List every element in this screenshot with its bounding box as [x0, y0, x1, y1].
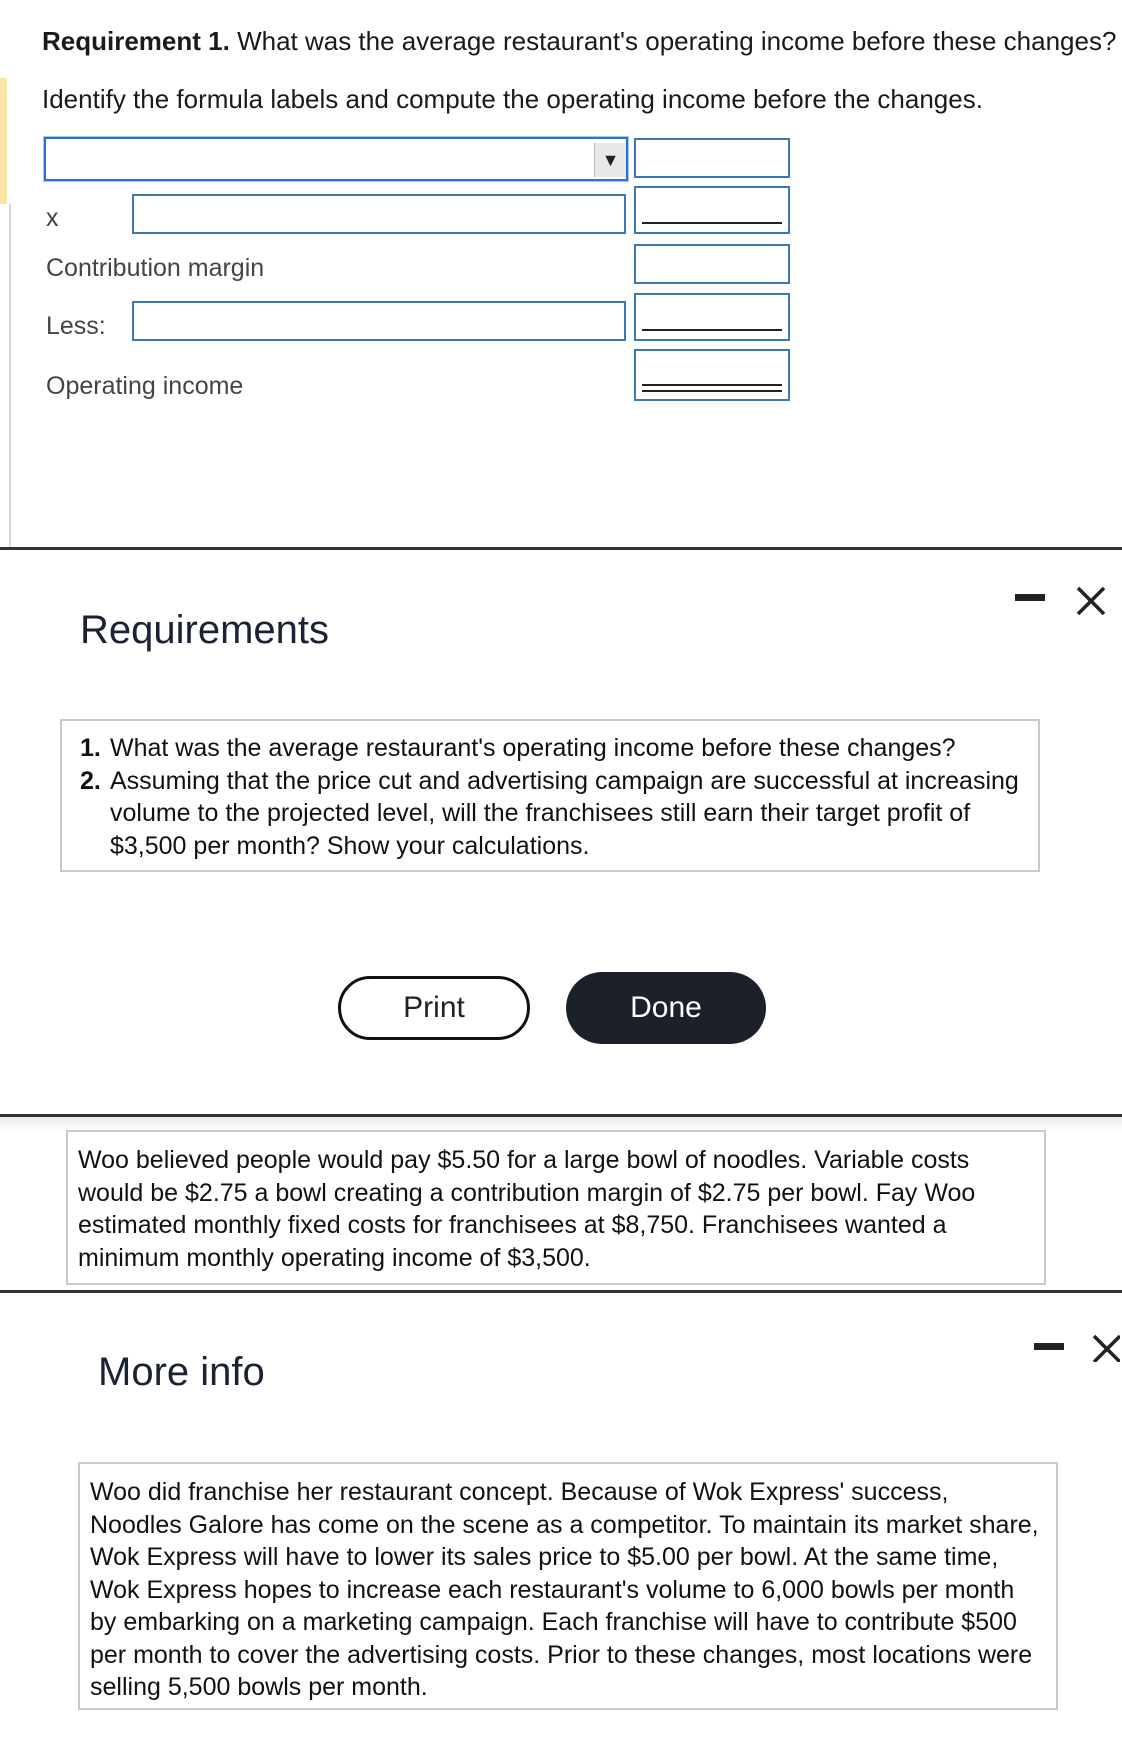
list-item	[70, 765, 1028, 863]
info-snippet-box: Woo believed people would pay $5.50 for a large bowl of noodles. Variable costs would be $2.75 a bowl creating a contribution margin of $2.75 per bowl. Fay Woo estimated monthly fixed costs for franchisees at $8,750. Franchisees wanted a minimum monthly operating income of $3,500.	[66, 1130, 1046, 1285]
operating-income-input[interactable]	[634, 349, 790, 401]
item-text: What was the average restaurant's operating income before these changes?	[110, 734, 956, 762]
requirements-list-box	[60, 719, 1040, 872]
instruction-text: Identify the formula labels and compute the operating income before the changes.	[42, 84, 983, 114]
close-icon[interactable]	[1090, 1332, 1120, 1362]
total-double-underline	[642, 384, 782, 386]
requirement-title	[42, 26, 1116, 57]
item-number: 2.	[80, 766, 101, 795]
done-button[interactable]: Done	[566, 972, 766, 1044]
multiply-operator: x	[46, 204, 59, 232]
formula-label-input-2[interactable]	[132, 194, 626, 234]
subtotal-underline	[642, 329, 782, 331]
print-button[interactable]: Print	[338, 976, 530, 1040]
formula-label-dropdown[interactable]	[44, 137, 628, 181]
dropdown-arrow-icon[interactable]: ▼	[594, 143, 626, 177]
question-accent-bar	[0, 78, 7, 204]
minimize-icon[interactable]	[1032, 1332, 1066, 1356]
more-info-dialog-title: More info	[98, 1350, 265, 1394]
requirement-question: What was the average restaurant's operating income before these changes?	[237, 26, 1117, 56]
less-label: Less:	[46, 312, 106, 340]
requirements-dialog-title: Requirements	[80, 608, 330, 652]
subtotal-underline	[642, 222, 782, 224]
operating-income-label: Operating income	[46, 372, 244, 400]
panel-shade	[0, 1117, 1122, 1131]
more-info-text-box: Woo did franchise her restaurant concept. Because of Wok Express' success, Noodles Galore has come on the scene as a competitor. To maintain its market share, Wok Express will have to lower its sales price to $5.00 per bowl. At the same time, Wok Express hopes to increase each restaurant's volume to 6,000 bowls per month by embarking on a marketing campaign. Each franchise will have to contribute $500 per month to cover the advertising costs. Prior to these changes, most locations were selling 5,500 bowls per month.	[78, 1462, 1058, 1710]
fixed-costs-input[interactable]	[634, 293, 790, 341]
minimize-icon[interactable]	[1013, 582, 1047, 606]
amount-input-2[interactable]	[634, 186, 790, 234]
amount-input-1[interactable]	[634, 138, 790, 178]
requirement-prefix: Requirement 1.	[42, 26, 230, 56]
dialog-top-border	[0, 1290, 1122, 1293]
contribution-margin-input[interactable]	[634, 244, 790, 284]
item-number: 1.	[80, 734, 101, 762]
formula-label-input-less[interactable]	[132, 301, 626, 341]
dialog-top-border	[0, 547, 1122, 550]
panel-left-rule	[9, 204, 11, 549]
list-item	[70, 732, 1028, 765]
total-double-underline	[642, 390, 782, 392]
item-text: Assuming that the price cut and advertising campaign are successful at increasing volume to the projected level, will the franchisees still earn their target profit of $3,500 per month? Show your calculations.	[110, 766, 1019, 860]
contribution-margin-label: Contribution margin	[46, 254, 265, 282]
close-icon[interactable]	[1074, 584, 1108, 618]
